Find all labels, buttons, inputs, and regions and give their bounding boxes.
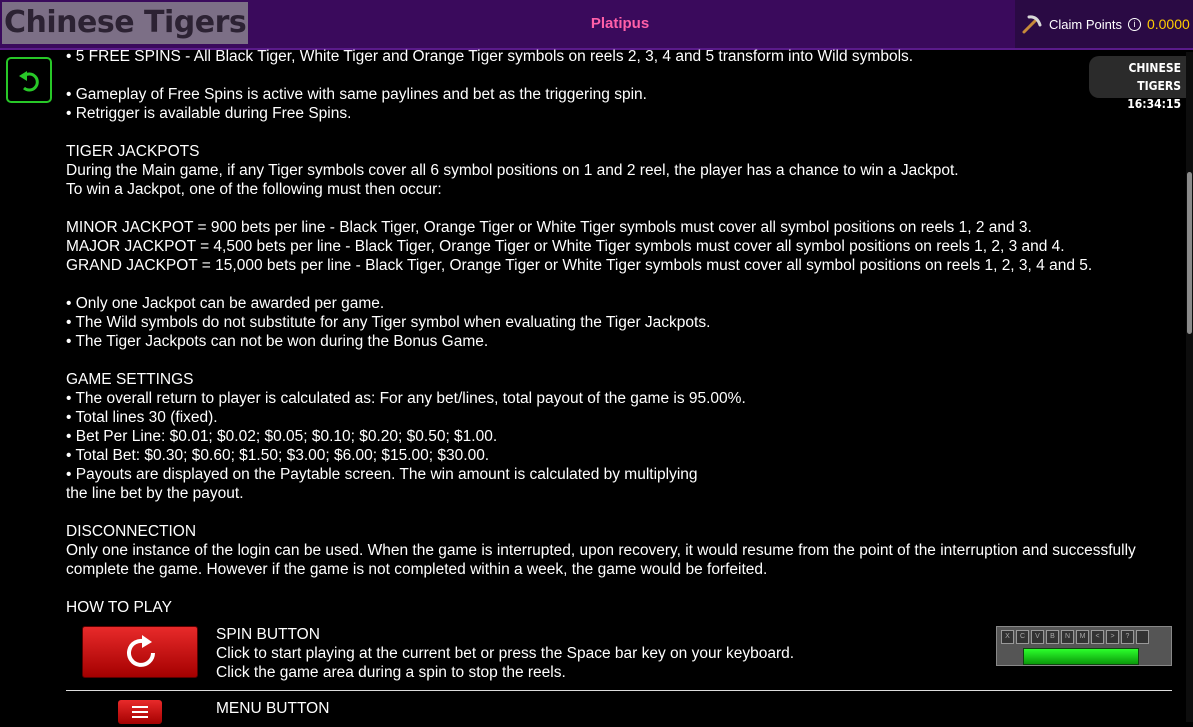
keyboard-key: C — [1016, 630, 1029, 644]
game-title: Chinese Tigers — [2, 2, 248, 44]
spacebar-key — [1023, 648, 1139, 665]
scrollbar-track[interactable] — [1186, 52, 1193, 722]
spin-button-line: Click to start playing at the current bet or press the Space bar key on your keyboard. — [216, 645, 795, 662]
claim-points-button[interactable] — [1015, 0, 1193, 48]
keyboard-key: ? — [1121, 630, 1134, 644]
back-arrow-icon — [18, 68, 42, 94]
keyboard-key: X — [1001, 630, 1014, 644]
rules-line: To win a Jackpot, one of the following must then occur: — [66, 181, 442, 198]
keyboard-key: V — [1031, 630, 1044, 644]
keyboard-key: < — [1091, 630, 1104, 644]
top-bar — [0, 0, 1193, 50]
spin-button-description — [216, 625, 794, 682]
rules-line: • Total Bet: $0.30; $0.60; $1.50; $3.00; $6.00; $15.00; $30.00. — [66, 447, 490, 464]
keyboard-key — [1136, 630, 1149, 644]
claim-points-value: 0.0000 — [1146, 16, 1190, 32]
menu-button-title: MENU BUTTON — [216, 700, 330, 717]
keyboard-key: B — [1046, 630, 1059, 644]
rules-line: • The overall return to player is calculated as: For any bet/lines, total payout of the game is 95.00%. — [66, 390, 746, 407]
menu-button-image — [118, 700, 162, 724]
keyboard-key: M — [1076, 630, 1089, 644]
provider-name: Platipus — [590, 15, 650, 32]
menu-button-description — [216, 699, 329, 718]
spin-refresh-icon — [121, 633, 161, 673]
rules-line: • The Tiger Jackpots can not be won during the Bonus Game. — [66, 333, 489, 350]
section-heading-tiger-jackpots: TIGER JACKPOTS — [66, 143, 200, 160]
claim-points-label: Claim Points — [1049, 16, 1122, 32]
rules-line: • Retrigger is available during Free Spins. — [66, 105, 352, 122]
keyboard-spacebar-image — [996, 626, 1172, 666]
scrollbar-thumb[interactable] — [1187, 172, 1192, 334]
game-info-time: 16:34:15 — [1127, 97, 1181, 111]
keyboard-key: N — [1061, 630, 1074, 644]
rules-line: • 5 FREE SPINS - All Black Tiger, White Tiger and Orange Tiger symbols on reels 2, 3, 4 and 5 transform into Wild symbols. — [66, 48, 914, 65]
rules-line: • Total lines 30 (fixed). — [66, 409, 218, 426]
spin-button-title: SPIN BUTTON — [216, 626, 320, 643]
jackpot-minor: MINOR JACKPOT = 900 bets per line - Black Tiger, Orange Tiger or White Tiger symbols must cover all symbol positions on reels 1, 2 and 3. — [66, 219, 1032, 236]
rules-line: the line bet by the payout. — [66, 485, 244, 502]
section-heading-disconnection: DISCONNECTION — [66, 523, 197, 540]
spin-button-line: Click the game area during a spin to stop the reels. — [216, 664, 566, 681]
spin-button-image — [82, 626, 198, 678]
rules-line: Only one instance of the login can be used. When the game is interrupted, upon recovery, it would resume from the point of the interruption and successfully — [66, 542, 1136, 559]
back-button[interactable] — [6, 57, 52, 103]
section-divider — [66, 690, 1172, 691]
rules-line: complete the game. However if the game is not completed within a week, the game would be forfeited. — [66, 561, 768, 578]
rules-content — [66, 47, 1181, 617]
keyboard-key: > — [1106, 630, 1119, 644]
rules-line: • The Wild symbols do not substitute for any Tiger symbol when evaluating the Tiger Jackpots. — [66, 314, 711, 331]
info-icon[interactable]: i — [1128, 18, 1141, 31]
rules-line: During the Main game, if any Tiger symbols cover all 6 symbol positions on 1 and 2 reel, the player has a chance to win a Jackpot. — [66, 162, 959, 179]
rules-line: • Bet Per Line: $0.01; $0.02; $0.05; $0.10; $0.20; $0.50; $1.00. — [66, 428, 498, 445]
jackpot-major: MAJOR JACKPOT = 4,500 bets per line - Black Tiger, Orange Tiger or White Tiger symbols must cover all symbol positions on reels 1, 2, 3 and 4. — [66, 238, 1065, 255]
pickaxe-icon — [1021, 13, 1043, 35]
section-heading-how-to-play: HOW TO PLAY — [66, 599, 172, 616]
rules-line: • Only one Jackpot can be awarded per game. — [66, 295, 385, 312]
game-info-name: CHINESE TIGERS — [1128, 61, 1181, 93]
hamburger-icon — [132, 706, 148, 721]
jackpot-grand: GRAND JACKPOT = 15,000 bets per line - Black Tiger, Orange Tiger or White Tiger symbols must cover all symbol positions on reels 1, 2, 3, 4 and 5. — [66, 257, 1093, 274]
rules-line: • Payouts are displayed on the Paytable screen. The win amount is calculated by multiplying — [66, 466, 698, 483]
section-heading-game-settings: GAME SETTINGS — [66, 371, 194, 388]
rules-line: • Gameplay of Free Spins is active with same paylines and bet as the triggering spin. — [66, 86, 647, 103]
